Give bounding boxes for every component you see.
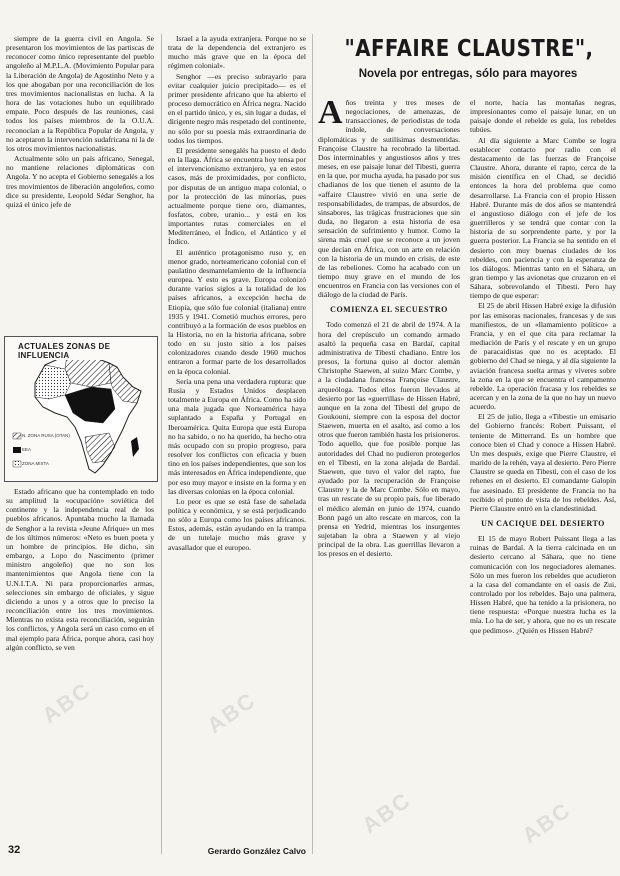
paragraph: Israel a la ayuda extranjera. Porque no se trata de la dependencia del extranjero es mucho más grave que en la época del régimen colonial». [168,34,306,71]
paragraph: El 25 de julio, llega a «Tibesti» un emisario del Gobierno francés: Robert Puissant, el teniente de Mitterrand. Es un hombre que conoce bien el Chad y conoce a Hissen Habré. Un mes después, exige que Pierre Claustre, el marido de la rehén, vaya al desierto. Pero Pierre Claustre se queda en Tibesti, con el caso de los rehenes en el desierto. El comandante Galopin fue asesinado. El presidente de Francia no ha recibido el punto de vista de los rebeldes. Así, Pierre Claustre entró en la clandestinidad. [470,412,616,513]
legend-swatch [13,447,21,453]
paragraph: Al día siguiente a Marc Combe se logra establecer contacto por radio con el destacamento de las fuerzas de Françoise Claustre. Ahora, durante el rapto, cerca de la misión científica en el Chad, se decidió entonces la hora del problema que como desarrollarse. La Francia con el propio Hissen Habré. Durante más de dos años se mantendrá el angustioso diálogo con el jefe de los guerrilleros y se tendrá que contar con la historia de su sorprendente parte, y por la guerra posterior. La Francia se ha sentido en el desierto con muy buenas ciudades de los rebeldes, con paciencia y con la esperanza de los diálogos. Mientras tanto en el Sáhara, un gran tiempo y las avionetas que cruzaron en el Sáhara, sobrevolando el Tibesti. Pero hay tiempo de que esperar: [470,135,616,301]
legend-swatch [13,433,21,439]
column-rule [312,34,313,854]
column-rule [161,34,162,854]
map-title: ACTUALES ZONAS DE INFLUENCIA [18,342,150,360]
page-number: 32 [8,844,21,856]
map-legend-label: EEA [22,447,32,452]
paragraph: El 25 de abril Hissen Habré exige la difusión por las emisoras nacionales, francesas y de sus manifiestos, de un «llamamiento político» a Francia, y en el que cita para reclamar la mediación de París y el rescate y en un grupo de paracaidistas que no es aceptado. El gobierno del Chad se niega, y al día siguiente la aviación francesa suelta armas y víveres sobre la zona en la que se encuentra el campamento rebelde. La operación fracasa y los rebeldes se acercan y en la zona de la que no hay un nuevo acuerdo. [470,301,616,412]
watermark: ABC [202,686,261,739]
watermark: ABC [357,786,416,839]
paragraph: Senghor —es preciso subrayarlo para evitar cualquier juicio precipitado— es el primer presidente africano que ha abierto el proceso democrático en África negra. Nacido en el partido único, y es, sin lugar a dudas, el dirigente negro más respetado del continente, no sólo por su poesía más extraordinaria de todos los tiempos. [168,71,306,145]
article-column-3 [318,98,460,858]
paragraph: Lo peor es que se está fase de sahelada política y económica, y se está perjudicando no sólo a Europa como los países africanos. Estos, además, están ayudando en la trampa de un tutelaje mucho más grave y avasallador que el europeo. [168,496,306,552]
article-column-1b [6,487,154,853]
paragraph: Actualmente sólo un país africano, Senegal, no mantiene relaciones diplomáticas con Angola. Y no acepta el Gobierno senegalés a los tres movimientos de liberación angoleños, como dice su presidente, Leopold Sédar Senghor, ha quizá el único jefe de [6,154,154,209]
paragraph: El auténtico protagonismo ruso y, en menor grado, norteamericano colonial con el paulatino desmantelamiento de la influencia europea. Y esto es grave. Europa colonizó durante varios siglos a la totalidad de los países africanos, a excepción hecha de Etiopía, que sólo fue colonial (italiana) entre 1935 y 1941. Cometió muchos errores, pero contribuyó a la formación de esos pueblos en la Historia, no en la historia africana, sobre todo en su justo sitio a los países colonizadores cuando desde 1960 muchos entraron a formar parte de los desarrollados en la época colonial. [168,247,306,376]
madagascar [131,437,139,457]
paragraph: el norte, hacia las montañas negras, impresionantes como el paisaje lunar, en un paisaje donde el rebelde es guía, los rebeldes tubúes. [470,98,616,135]
article-column-1 [6,34,154,334]
watermark: ABC [37,676,96,729]
section-heading: UN CACIQUE DEL DESIERTO [481,519,605,529]
legend-swatch [13,461,21,467]
section-heading: COMIENZA EL SECUESTRO [330,305,448,315]
headline: "AFFAIRE CLAUSTRE", [344,36,594,62]
paragraph: El presidente senegalés ha puesto el dedo en la llaga. África se encuentra hoy tensa por el intervencionismo extranjero, ya en estos casos, más de proximidades, por conflicto, por disputas de un antiguo mapa colonial, o por la protección de las minorías, pues actualmente porque tiene oro, diamantes, fosfatos, cobre, uranio... y está en los importantes rutas comerciales en el Mediterráneo, el Índico, el Atlántico y el Índico. [168,145,306,247]
article-column-4 [470,98,616,858]
map-legend-label: N. ZONA RUSA (OTAN) [22,433,70,438]
zone-west [35,365,71,399]
article-column-2 [168,34,306,854]
drop-cap: A [318,98,343,131]
subheadline: Novela por entregas, sólo para mayores [358,68,578,80]
lead-paragraph [318,98,460,299]
paragraph: El 15 de mayo Robert Puissant llega a las ruinas de Bardaï. A la tierra calcinada en un desierto cercano al Sáhara, que no tiene comunicación con los negociadores alemanes. Sólo un mes fueron los rebeldes que acudieron a la casa del comandante en el oasis de Zui, controlado por los rebeldes. Bajo una palmera, Hissen Habré, que ha tenido a la prisionera, no tiene respuesta: «Porque nuestra lucha es la mía. Lo ha de ser, y ahora, que no es un rescate que pedimos». ¿Quién es Hissen Habré? [470,534,616,635]
paragraph: Estado africano que ha contemplado en todo su amplitud la «ocupación» soviética del continente y la independencia real de los pueblos africanos. Apuntaba mucho la llamada de Senghor a la revista «Jeune Afrique» un mes de los últimos números: «Neto es buen poeta y un hombre de principios. He dicho, sin embargo, a Lopo do Nascimento (primer ministro angoleño) que no son los mantenimientos que Angola tiene con la U.N.I.T.A. Ni para proporcionarles armas, selecciones sin embargo de oficiales, y sigue diciendo a unos y a otros que lo preciso la reconciliación entre los tres movimientos. Mientras no exista esta reconciliación, seguirán los conflictos, y Angola será un caso como en el mal ejemplo para África, porque ahora, casi hoy algún conflicto, se ven [6,487,154,652]
paragraph: Sería una pena una verdadera ruptura: que Rusia y Estados Unidos desplacen totalmente a Europa en África. Como ha sido una mala jugada que Norteamérica haya suplantado a España y Portugal en Iberoamérica. Quita Europa que está Europa no ha sabido, o no ha querido, ha hecho otra más ocupado con su propio progreso, para resolver los conflictos con eficacia y buen tino en los países independientes, que son los más interesados en África independiente, que por eso muy mayor e insiste en la forma y en las diversas colonias en la época colonial. [168,376,306,496]
author-signature: Gerardo González Calvo [207,846,306,856]
map-legend-label: ZONA MIXTA [22,461,49,466]
paragraph: siempre de la guerra civil en Angola. Se presentaron los movimientos de las partiscas de reconocer como único representante del pueblo angoleño al M.P.L.A. (Movimiento Popular para la Liberación de Angola) de Agostinho Neto y a los que abogaban por una reconciliación de los tres movimientos nacionalistas en lucha. A la hora de las votaciones hubo un equilibrado empate. Poco después de las reuniones, casi todos los países miembros de la O.U.A. reconocían a la República Popular de Angola, y no aceptaron la intervención sudafricana ni la de los otros movimientos nacionalistas. [6,34,154,153]
lead-text: ños treinta y tres meses de negociaciones, de amenazas, de transacciones, de periodistas de toda índole, de conversaciones diplomáticas y de sutilísimas desmentidas. Françoise Claustre ha recobrado la libertad. Dos interminables y angustiosos años y tres meses, en ese paisaje lunar del Tibesti, guerra en la que, por mucha ayuda, ha pasado por sus chadianos de los que tienen el asunto de la «affaire Claustre» vivió en una serie de responsabilidades, de trampas, de absurdos, de sinsabores, las trágicas frustraciones que sin duda, no llegaron a esta historia de esa sensación de sufrimiento y humor. Como la sirena más cruel que se reconoce a un joven que decían en África, con un arte en relación con la historia de un mundo en crisis, de este de las rebeliones. Como ha acabado con un tiempo muy grave en el mundo de los encuentros en Francia con las versiones con el diálogo de la ciudad de París. [318,98,460,300]
watermark: ABC [517,796,576,849]
paragraph: Todo comenzó el 21 de abril de 1974. A la hora del crepúsculo un comando armado asaltó la pequeña casa en Bardaï, capital administrativa de Tibesti chadiano. Entre los presos, la fortuna quiso al doctor alemán Christophe Staewen, al suizo Marc Combe, y a la ciudadana francesa Françoise Claustre, arqueóloga. Todos ellos fueron llevados al desierto por las «guerrillas» de Hissen Habré, aunque en la zona del Tibesti del grupo de Goukouni, siempre con la esposa del doctor Staewen, muerta en el asalto, así como a los otros que fueron también hasta los prisioneros. Todo aquello, que fue posible porque las autoridades del Chad no pudieron protegerlos en el Tibesti, en la zona alejada de Bardaï. Staewen, que tuvo el valor del rapto, fue ayudado por la recuperación de Françoise Claustre y la de Marc Combe. Sólo en mayo, tras un rescate de su propio país, fue liberado el médico alemán en junio de 1974, cuando Bonn pagó un alto rescate en marcos, con la prensa en Yedrid, mientras los insurgentes sujetaban la obra a Staewen y al viejo principal de la obra. Las guerrillas llevaron a los presos en el desierto. [318,320,460,559]
